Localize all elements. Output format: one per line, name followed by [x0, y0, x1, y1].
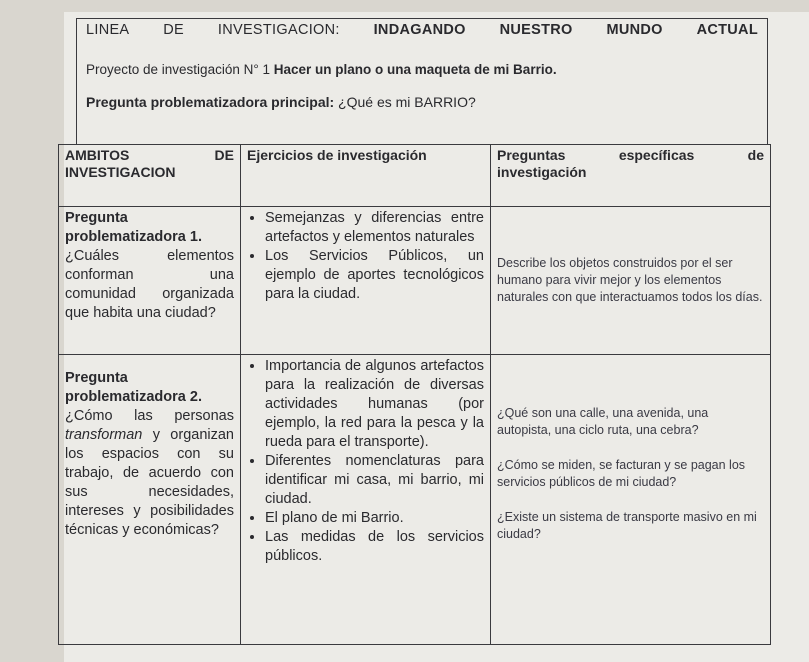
exercise-item: • Semejanzas y diferencias entre artefactos y elementos naturales — [265, 209, 484, 247]
question-text: ¿Cómo se miden, se facturan y se pagan los servicios públicos de mi ciudad? — [497, 458, 746, 489]
research-table — [58, 144, 771, 645]
exercise-item: • Los Servicios Públicos, un ejemplo de aportes tecnológicos para la ciudad. — [265, 247, 484, 304]
exercise-item: • El plano de mi Barrio. — [265, 509, 484, 528]
questions-cell — [491, 207, 771, 355]
line-word: LINEA — [86, 22, 130, 38]
question-text: ¿Existe un sistema de transporte masivo en mi ciudad? — [497, 510, 757, 541]
line-word: INVESTIGACION: — [217, 22, 340, 38]
research-line — [86, 22, 758, 38]
main-question — [86, 94, 476, 110]
main-question-text: ¿Qué es mi BARRIO? — [338, 94, 476, 110]
exercise-item: • Importancia de algunos artefactos para la realización de diversas actividades humanas (por ejemplo, la red para la pesca y la rueda para el transporte). — [265, 357, 484, 452]
header-preguntas: Preguntas específicas de investigación — [491, 145, 771, 207]
line-word: INDAGANDO — [373, 22, 466, 38]
header-ambitos: AMBITOS DE INVESTIGACION — [59, 145, 241, 207]
exercise-item: • Diferentes nomenclaturas para identificar mi casa, mi barrio, mi ciudad. — [265, 452, 484, 509]
ambito-title: Pregunta problematizadora 1. — [65, 210, 202, 245]
ambito-text: ¿Cómo las personas transforman y organizan los espacios con su trabajo, de acuerdo con sus necesidades, intereses y posibilidades técnicas y económicas? — [65, 408, 234, 538]
line-word: ACTUAL — [696, 22, 758, 38]
project-title: Hacer un plano o una maqueta de mi Barrio. — [273, 62, 557, 77]
line-word: NUESTRO — [499, 22, 573, 38]
main-question-label: Pregunta problematizadora principal: — [86, 94, 335, 110]
question-text: Describe los objetos construidos por el ser humano para vivir mejor y los elementos naturales con que interactuamos todos los días. — [497, 256, 763, 304]
ambito-title: Pregunta problematizadora 2. — [65, 370, 202, 405]
header-ejercicios: Ejercicios de investigación — [241, 145, 491, 207]
question-text: ¿Qué son una calle, una avenida, una autopista, una ciclo ruta, una cebra? — [497, 406, 709, 437]
exercises-cell — [241, 355, 491, 645]
exercises-cell — [241, 207, 491, 355]
ambito-cell — [59, 207, 241, 355]
line-word: MUNDO — [606, 22, 663, 38]
ambito-cell — [59, 355, 241, 645]
project-prefix: Proyecto de investigación N° 1 — [86, 62, 270, 77]
table-row — [59, 207, 771, 355]
table-header-row — [59, 145, 771, 207]
table-row — [59, 355, 771, 645]
line-word: DE — [163, 22, 185, 38]
project-line — [86, 62, 557, 77]
questions-cell — [491, 355, 771, 645]
ambito-text: ¿Cuáles elementos conforman una comunidad organizada que habita una ciudad? — [65, 248, 234, 321]
exercise-item: • Las medidas de los servicios públicos. — [265, 528, 484, 566]
